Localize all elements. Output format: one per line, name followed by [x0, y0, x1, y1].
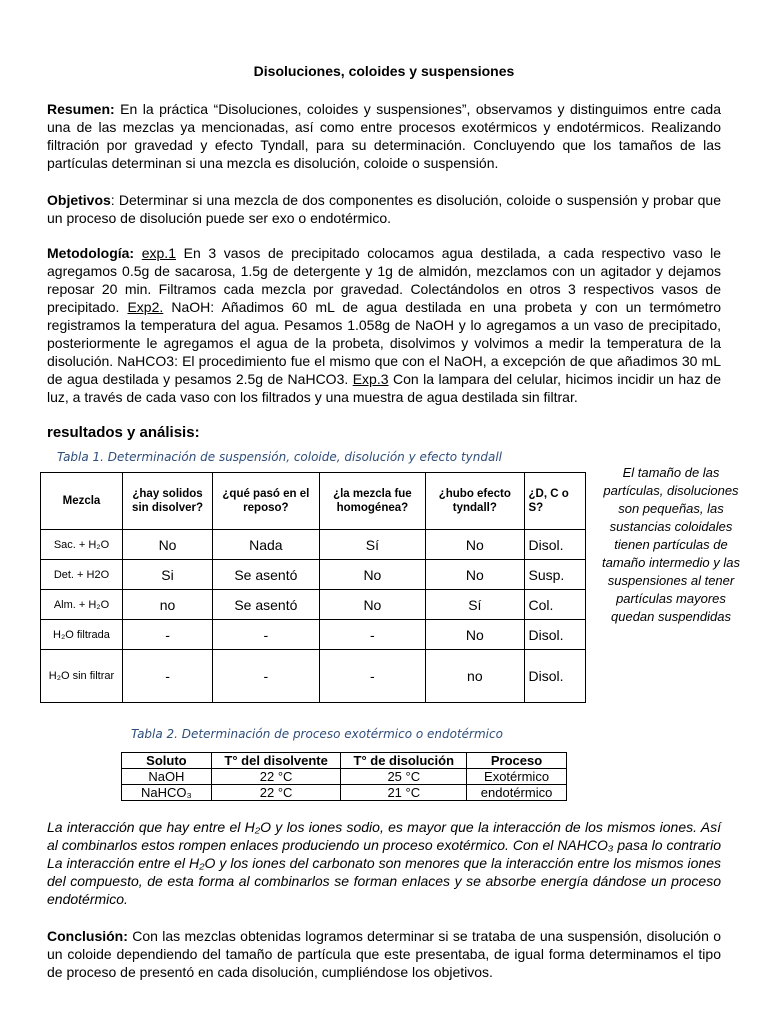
resumen-text: En la práctica “Disoluciones, coloides y suspensiones”, observamos y distinguimos entre cada una de las mezclas ya mencionadas, así como entre procesos exotérmicos y endotérmicos. Realizando filtración por gravedad y efecto Tyndall, para su determinación. Concluyendo que los tamaños de las partículas determinan si una mezcla es disolución, coloide o suspensión. — [47, 101, 721, 171]
table-row — [41, 530, 586, 560]
table-cell: No — [426, 620, 524, 650]
conclusion-paragraph — [47, 927, 721, 981]
table-cell: - — [319, 620, 426, 650]
exp3-label: Exp.3 — [352, 371, 389, 387]
objetivos-paragraph — [47, 191, 721, 227]
metodologia-label: Metodología: — [47, 245, 135, 261]
table-cell: Si — [122, 560, 212, 590]
tabla2-header: T° de disolución — [341, 753, 467, 769]
table-cell: Exotérmico — [467, 769, 567, 785]
side-note: El tamaño de las partículas, disoluciones son pequeñas, las sustancias coloidales tienen partículas de tamaño intermedio y las suspensiones al tener partículas mayores quedan suspendidas — [601, 465, 740, 624]
table-row — [41, 560, 586, 590]
tabla1-header: ¿qué pasó en el reposo? — [213, 473, 320, 530]
resumen-paragraph — [47, 100, 721, 172]
tabla1-caption: Tabla 1. Determinación de suspensión, coloide, disolución y efecto tyndall — [57, 450, 502, 464]
table-cell: NaHCO₃ — [122, 785, 212, 801]
table-cell: NaOH — [122, 769, 212, 785]
tabla1-header: ¿la mezcla fue homogénea? — [319, 473, 426, 530]
tabla2-header: Soluto — [122, 753, 212, 769]
table-cell: endotérmico — [467, 785, 567, 801]
table-cell: No — [122, 530, 212, 560]
table-row — [122, 769, 567, 785]
table-cell: no — [122, 590, 212, 620]
tabla2-header: Proceso — [467, 753, 567, 769]
table-cell: Susp. — [524, 560, 586, 590]
table-cell: No — [319, 560, 426, 590]
table-cell: Nada — [213, 530, 320, 560]
table-row — [122, 785, 567, 801]
tabla1-header: ¿hubo efecto tyndall? — [426, 473, 524, 530]
table-cell: - — [213, 650, 320, 703]
tabla1-header: ¿hay solidos sin disolver? — [122, 473, 212, 530]
table-cell: 22 °C — [211, 785, 341, 801]
table-cell: Sac. + H₂O — [41, 530, 123, 560]
table-cell: no — [426, 650, 524, 703]
metodologia-paragraph — [47, 244, 721, 406]
conclusion-label: Conclusión: — [47, 928, 128, 944]
table-cell: No — [319, 590, 426, 620]
analisis-paragraph: La interacción que hay entre el H₂O y los iones sodio, es mayor que la interacción de los mismos iones. Así al combinarlos estos rompen enlaces produciendo un proceso exotérmico. Con el NAHCO₃ pasa lo contrario La interacción entre el H₂O y los iones del carbonato son menores que la interacción entre los mismos iones del compuesto, de esta forma al combinarlos se forman enlaces y se absorbe energía dándose un proceso endotérmico. — [47, 819, 721, 907]
table-cell: Alm. + H₂O — [41, 590, 123, 620]
resultados-heading: resultados y análisis: — [47, 424, 200, 441]
table-cell: - — [213, 620, 320, 650]
table-cell: H₂O sin filtrar — [41, 650, 123, 703]
table-cell: Det. + H2O — [41, 560, 123, 590]
table-cell: Sí — [426, 590, 524, 620]
exp3-text: Con la lampara del celular, hicimos incidir un haz de luz, a través de cada vaso con los filtrados y una muestra de agua destilada sin filtrar. — [47, 371, 721, 405]
tabla1 — [40, 472, 586, 703]
exp1-label: exp.1 — [141, 245, 176, 261]
table-cell: - — [122, 620, 212, 650]
table-row — [41, 590, 586, 620]
table-cell: 21 °C — [341, 785, 467, 801]
table-cell: H₂O filtrada — [41, 620, 123, 650]
table-cell: No — [426, 560, 524, 590]
objetivos-text: : Determinar si una mezcla de dos componentes es disolución, coloide o suspensión y probar que un proceso de disolución puede ser exo o endotérmico. — [47, 192, 721, 226]
exp2-text: NaOH: Añadimos 60 mL de agua destilada en una probeta y con un termómetro registramos la temperatura del agua. Pesamos 1.058g de NaOH y lo agregamos a un vaso de precipitado, posteriormente le agregamos el agua de la probeta, disolvimos y volvimos a medir la temperatura de la disolución. NaHCO3: El procedimiento fue el mismo que con el NaOH, a excepción de que añadimos 30 mL de agua destilada y pesamos 2.5g de NaHCO3. — [47, 299, 721, 387]
tabla1-header: Mezcla — [41, 473, 123, 530]
table-cell: Disol. — [524, 650, 586, 703]
table-cell: - — [122, 650, 212, 703]
table-cell: Col. — [524, 590, 586, 620]
exp2-label: Exp2. — [127, 299, 164, 315]
resumen-label: Resumen: — [47, 101, 115, 117]
objetivos-label: Objetivos — [47, 192, 111, 208]
table-row — [41, 650, 586, 703]
conclusion-text: Con las mezclas obtenidas logramos determinar si se trataba de una suspensión, disolución o un coloide dependiendo del tamaño de partícula que este presentaba, de igual forma determinamos el tipo de proceso de presentó en cada disolución, cumpliéndose los objetivos. — [47, 928, 721, 980]
table-row — [41, 620, 586, 650]
tabla1-header: ¿D, C o S? — [524, 473, 586, 530]
tabla2-header: T° del disolvente — [211, 753, 341, 769]
table-cell: 25 °C — [341, 769, 467, 785]
table-cell: - — [319, 650, 426, 703]
table-cell: Disol. — [524, 530, 586, 560]
table-cell: No — [426, 530, 524, 560]
tabla2-caption: Tabla 2. Determinación de proceso exotérmico o endotérmico — [131, 727, 503, 741]
table-cell: Se asentó — [213, 560, 320, 590]
table-cell: 22 °C — [211, 769, 341, 785]
table-cell: Sí — [319, 530, 426, 560]
exp1-text: En 3 vasos de precipitado colocamos agua destilada, a cada respectivo vaso le agregamos 0.5g de sacarosa, 1.5g de detergente y 1g de almidón, mezclamos con un agitador y dejamos reposar 20 min. Filtramos cada mezcla por gravedad. Colectándolos en otros 3 respectivos vasos de precipitado. — [47, 245, 721, 315]
tabla2 — [121, 752, 567, 801]
table-cell: Disol. — [524, 620, 586, 650]
tabla1-header-row — [41, 473, 586, 530]
page-title: Disoluciones, coloides y suspensiones — [253, 63, 515, 79]
tabla2-header-row — [122, 753, 567, 769]
table-cell: Se asentó — [213, 590, 320, 620]
